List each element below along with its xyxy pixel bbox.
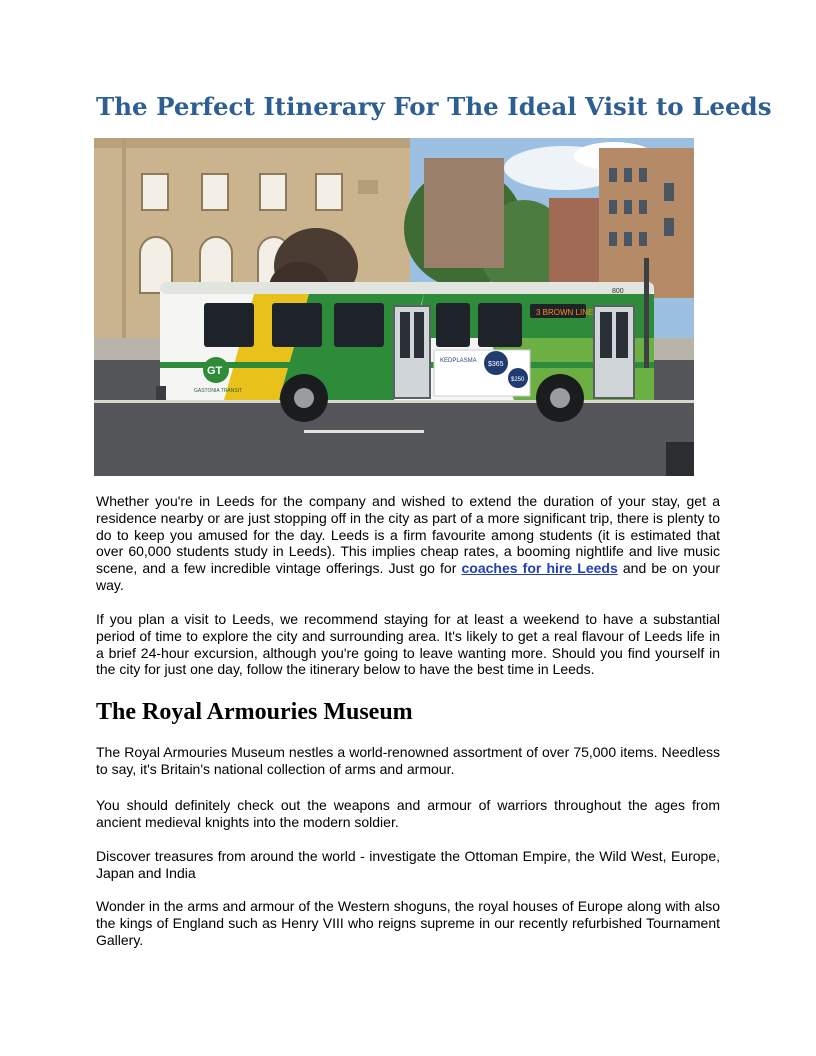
ad-brand: KEDPLASMA bbox=[440, 358, 477, 364]
intro-paragraph bbox=[96, 493, 720, 594]
bus-logo-letters: GT bbox=[207, 365, 223, 377]
section-paragraph: Discover treasures from around the world - investigate the Ottoman Empire, the Wild West, Europe, Japan and India bbox=[96, 848, 720, 881]
section-paragraph: The Royal Armouries Museum nestles a world-renowned assortment of over 75,000 items. Needless to say, it's Britain's national collection of arms and armour. bbox=[96, 744, 720, 777]
intro-text-end: and be on your way. bbox=[96, 560, 721, 593]
fleet-number: 800 bbox=[612, 288, 624, 295]
ad-price-2: $250 bbox=[511, 377, 525, 383]
ad-price-1: $365 bbox=[488, 361, 504, 368]
section-heading: The Royal Armouries Museum bbox=[96, 699, 413, 725]
page-title: The Perfect Itinerary For The Ideal Visit to Leeds bbox=[96, 92, 772, 121]
bus-logo-name: GASTONIA TRANSIT bbox=[194, 388, 243, 394]
paragraph-visit: If you plan a visit to Leeds, we recommend staying for at least a weekend to have a substantial period of time to explore the city and surrounding area. It's likely to get a real flavour of Leeds life in a brief 24-hour excursion, although you're going to leave wanting more. Should you find yourself in the city for just one day, follow the itinerary below to have the best time in Leeds. bbox=[96, 611, 720, 678]
route-sign: 3 BROWN LINE bbox=[536, 308, 594, 317]
bus-illustration bbox=[94, 138, 694, 476]
section-paragraph: You should definitely check out the weapons and armour of warriors throughout the ages from ancient medieval knights into the modern soldier. bbox=[96, 797, 720, 830]
coaches-hire-link[interactable]: coaches for hire Leeds bbox=[461, 560, 618, 577]
intro-text: Whether you're in Leeds for the company and wished to extend the duration of your stay, get a residence nearby or are just stopping off in the city as part of a more significant trip, there is plenty to do to keep you amused for the day. Leeds is a firm favourite among students (it is estimated that over 60,000 students study in Leeds). This implies cheap rates, a booming nightlife and live music scene, and a few incredible vintage offerings. Just go for bbox=[96, 493, 720, 577]
bus-photo bbox=[94, 138, 694, 476]
section-paragraph: Wonder in the arms and armour of the Western shoguns, the royal houses of Europe along with also the kings of England such as Henry VIII who reigns supreme in our recently refurbished Tournament Gallery. bbox=[96, 898, 720, 948]
